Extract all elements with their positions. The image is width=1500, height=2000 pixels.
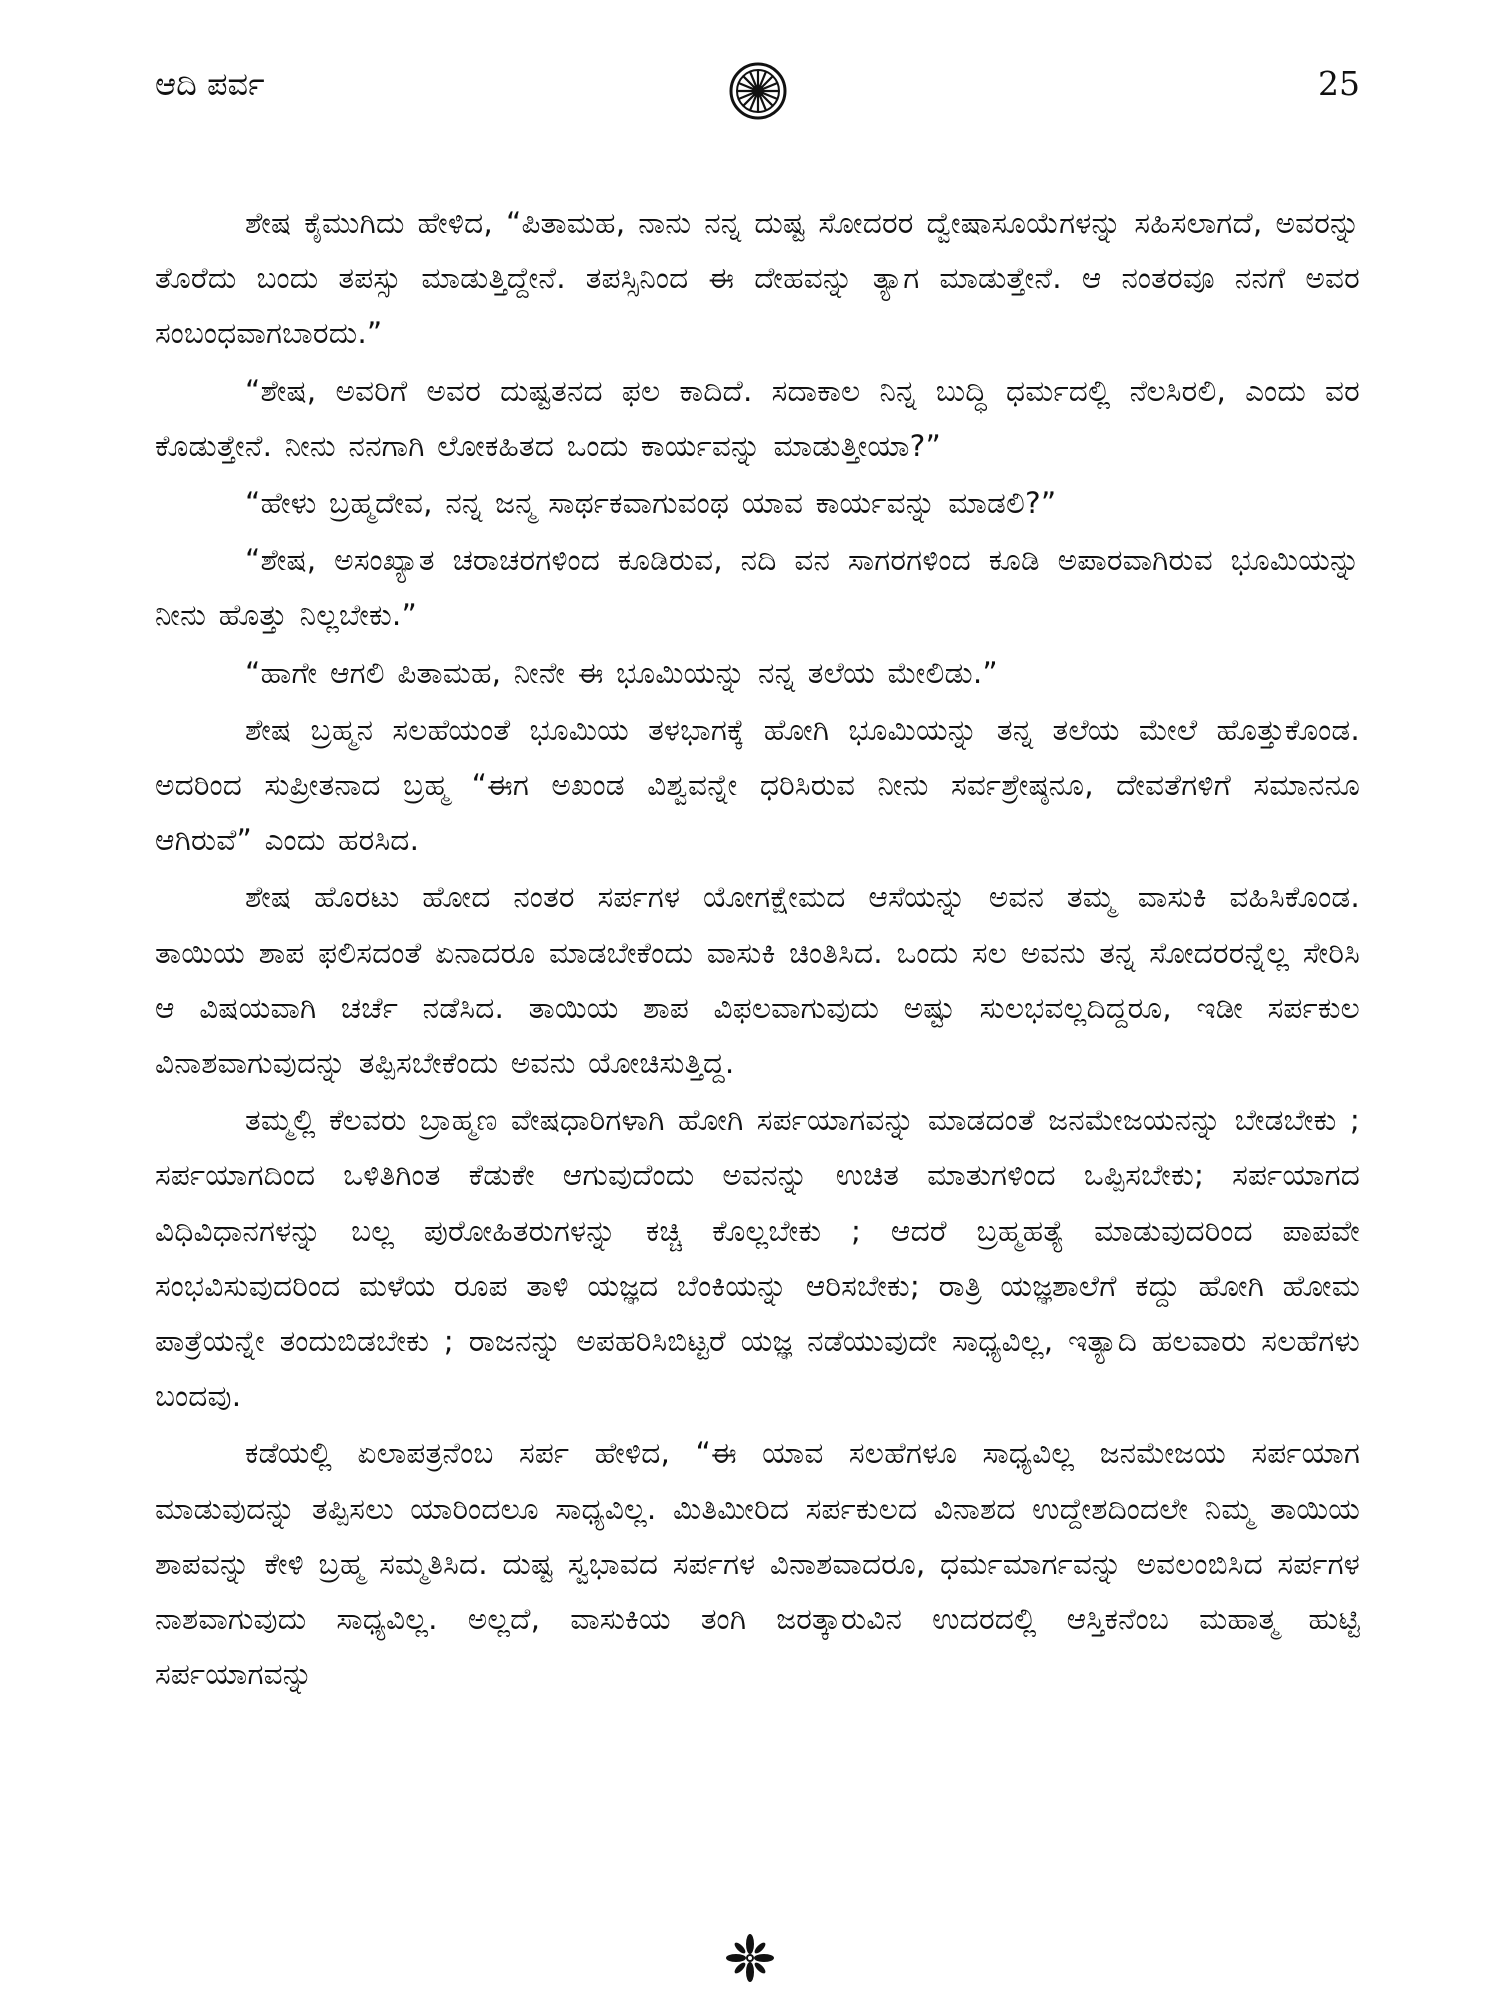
- running-title: ಆದಿ ಪರ್ವ: [155, 65, 265, 103]
- floral-ornament-icon: [724, 1932, 776, 1984]
- paragraph: ಶೇಷ ಬ್ರಹ್ಮನ ಸಲಹೆಯಂತೆ ಭೂಮಿಯ ತಳಭಾಗಕ್ಕೆ ಹೋಗಿ ಭೂಮಿಯನ್ನು ತನ್ನ ತಲೆಯ ಮೇಲೆ ಹೊತ್ತುಕೊಂಡ. ಅದರಿಂದ ಸುಪ್ರೀತನಾದ ಬ್ರಹ್ಮ “ಈಗ ಅಖಂಡ ವಿಶ್ವವನ್ನೇ ಧರಿಸಿರುವ ನೀನು ಸರ್ವಶ್ರೇಷ್ಠನೂ, ದೇವತೆಗಳಿಗೆ ಸಮಾನನೂ ಆಗಿರುವೆ” ಎಂದು ಹರಸಿದ.: [155, 712, 1360, 858]
- paragraph: ಕಡೆಯಲ್ಲಿ ಏಲಾಪತ್ರನೆಂಬ ಸರ್ಪ ಹೇಳಿದ, “ಈ ಯಾವ ಸಲಹೆಗಳೂ ಸಾಧ್ಯವಿಲ್ಲ ಜನಮೇಜಯ ಸರ್ಪಯಾಗ ಮಾಡುವುದನ್ನು ತಪ್ಪಿಸಲು ಯಾರಿಂದಲೂ ಸಾಧ್ಯವಿಲ್ಲ. ಮಿತಿಮೀರಿದ ಸರ್ಪಕುಲದ ವಿನಾಶದ ಉದ್ದೇಶದಿಂದಲೇ ನಿಮ್ಮ ತಾಯಿಯ ಶಾಪವನ್ನು ಕೇಳಿ ಬ್ರಹ್ಮ ಸಮ್ಮತಿಸಿದ. ದುಷ್ಟ ಸ್ವಭಾವದ ಸರ್ಪಗಳ ವಿನಾಶವಾದರೂ, ಧರ್ಮಮಾರ್ಗವನ್ನು ಅವಲಂಬಿಸಿದ ಸರ್ಪಗಳ ನಾಶವಾಗುವುದು ಸಾಧ್ಯವಿಲ್ಲ. ಅಲ್ಲದೆ, ವಾಸುಕಿಯ ತಂಗಿ ಜರತ್ಕಾರುವಿನ ಉದರದಲ್ಲಿ ಆಸ್ತಿಕನೆಂಬ ಮಹಾತ್ಮ ಹುಟ್ಟಿ ಸರ್ಪಯಾಗವನ್ನು: [155, 1436, 1360, 1692]
- paragraph: “ಹೇಳು ಬ್ರಹ್ಮದೇವ, ನನ್ನ ಜನ್ಮ ಸಾರ್ಥಕವಾಗುವಂಥ ಯಾವ ಕಾರ್ಯವನ್ನು ಮಾಡಲಿ?”: [245, 486, 1057, 521]
- paragraph: ಶೇಷ ಹೊರಟು ಹೋದ ನಂತರ ಸರ್ಪಗಳ ಯೋಗಕ್ಷೇಮದ ಆಸೆಯನ್ನು ಅವನ ತಮ್ಮ ವಾಸುಕಿ ವಹಿಸಿಕೊಂಡ. ತಾಯಿಯ ಶಾಪ ಫಲಿಸದಂತೆ ಏನಾದರೂ ಮಾಡಬೇಕೆಂದು ವಾಸುಕಿ ಚಿಂತಿಸಿದ. ಒಂದು ಸಲ ಅವನು ತನ್ನ ಸೋದರರನ್ನೆಲ್ಲ ಸೇರಿಸಿ ಆ ವಿಷಯವಾಗಿ ಚರ್ಚೆ ನಡೆಸಿದ. ತಾಯಿಯ ಶಾಪ ವಿಫಲವಾಗುವುದು ಅಷ್ಟು ಸುಲಭವಲ್ಲದಿದ್ದರೂ, ಇಡೀ ಸರ್ಪಕುಲ ವಿನಾಶವಾಗುವುದನ್ನು ತಪ್ಪಿಸಬೇಕೆಂದು ಅವನು ಯೋಚಿಸುತ್ತಿದ್ದ.: [155, 880, 1360, 1081]
- paragraph: ಶೇಷ ಕೈಮುಗಿದು ಹೇಳಿದ, “ಪಿತಾಮಹ, ನಾನು ನನ್ನ ದುಷ್ಟ ಸೋದರರ ದ್ವೇಷಾಸೂಯೆಗಳನ್ನು ಸಹಿಸಲಾಗದೆ, ಅವರನ್ನು ತೊರೆದು ಬಂದು ತಪಸ್ಸು ಮಾಡುತ್ತಿದ್ದೇನೆ. ತಪಸ್ಸಿನಿಂದ ಈ ದೇಹವನ್ನು ತ್ಯಾಗ ಮಾಡುತ್ತೇನೆ. ಆ ನಂತರವೂ ನನಗೆ ಅವರ ಸಂಬಂಧವಾಗಬಾರದು.”: [155, 206, 1360, 351]
- chakra-ornament-icon: [729, 62, 787, 120]
- paragraph: “ಶೇಷ, ಅವರಿಗೆ ಅವರ ದುಷ್ಟತನದ ಫಲ ಕಾದಿದೆ. ಸದಾಕಾಲ ನಿನ್ನ ಬುದ್ಧಿ ಧರ್ಮದಲ್ಲಿ ನೆಲಸಿರಲಿ, ಎಂದು ವರ ಕೊಡುತ್ತೇನೆ. ನೀನು ನನಗಾಗಿ ಲೋಕಹಿತದ ಒಂದು ಕಾರ್ಯವನ್ನು ಮಾಡುತ್ತೀಯಾ?”: [155, 373, 1360, 463]
- paragraph: “ಶೇಷ, ಅಸಂಖ್ಯಾತ ಚರಾಚರಗಳಿಂದ ಕೂಡಿರುವ, ನದಿ ವನ ಸಾಗರಗಳಿಂದ ಕೂಡಿ ಅಪಾರವಾಗಿರುವ ಭೂಮಿಯನ್ನು ನೀನು ಹೊತ್ತು ನಿಲ್ಲಬೇಕು.”: [155, 543, 1360, 633]
- page-body: [155, 196, 1360, 1702]
- paragraph: ತಮ್ಮಲ್ಲಿ ಕೆಲವರು ಬ್ರಾಹ್ಮಣ ವೇಷಧಾರಿಗಳಾಗಿ ಹೋಗಿ ಸರ್ಪಯಾಗವನ್ನು ಮಾಡದಂತೆ ಜನಮೇಜಯನನ್ನು ಬೇಡಬೇಕು ; ಸರ್ಪಯಾಗದಿಂದ ಒಳಿತಿಗಿಂತ ಕೆಡುಕೇ ಆಗುವುದೆಂದು ಅವನನ್ನು ಉಚಿತ ಮಾತುಗಳಿಂದ ಒಪ್ಪಿಸಬೇಕು; ಸರ್ಪಯಾಗದ ವಿಧಿವಿಧಾನಗಳನ್ನು ಬಲ್ಲ ಪುರೋಹಿತರುಗಳನ್ನು ಕಚ್ಚಿ ಕೊಲ್ಲಬೇಕು ; ಆದರೆ ಬ್ರಹ್ಮಹತ್ಯೆ ಮಾಡುವುದರಿಂದ ಪಾಪವೇ ಸಂಭವಿಸುವುದರಿಂದ ಮಳೆಯ ರೂಪ ತಾಳಿ ಯಜ್ಞದ ಬೆಂಕಿಯನ್ನು ಆರಿಸಬೇಕು; ರಾತ್ರಿ ಯಜ್ಞಶಾಲೆಗೆ ಕದ್ದು ಹೋಗಿ ಹೋಮ ಪಾತ್ರೆಯನ್ನೇ ತಂದುಬಿಡಬೇಕು ; ರಾಜನನ್ನು ಅಪಹರಿಸಿಬಿಟ್ಟರೆ ಯಜ್ಞ ನಡೆಯುವುದೇ ಸಾಧ್ಯವಿಲ್ಲ, ಇತ್ಯಾದಿ ಹಲವಾರು ಸಲಹೆಗಳು ಬಂದವು.: [155, 1103, 1360, 1414]
- paragraph: “ಹಾಗೇ ಆಗಲಿ ಪಿತಾಮಹ, ನೀನೇ ಈ ಭೂಮಿಯನ್ನು ನನ್ನ ತಲೆಯ ಮೇಲಿಡು.”: [245, 655, 998, 690]
- page-header: [155, 62, 1360, 122]
- page-number: 25: [1318, 64, 1360, 103]
